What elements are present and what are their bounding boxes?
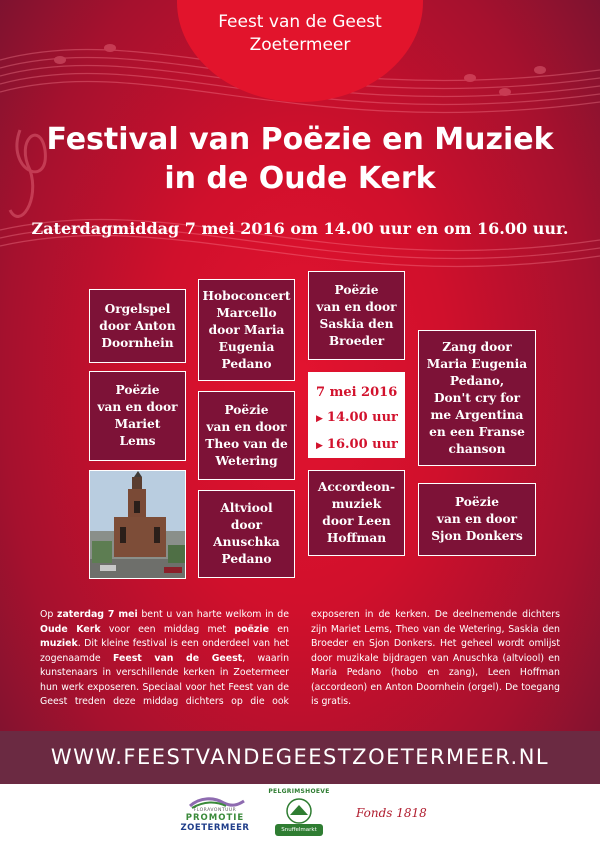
triangle-right-icon: ▶ (316, 441, 323, 451)
body-text: Op zaterdag 7 mei bent u van harte welkom in de Oude Kerk voor een middag met poëzie en muziek. Dit kleine festival is een onderdeel van het zogenaamde Feest van de Geest, waarin kunstenaars in verschillende kerken in Zoetermeer hun werk exposeren. Speciaal voor het Feest van de Geest treden deze middag dichters op die ook exposeren in de kerken. De deelnemende dichters zijn Mariet Lems, Theo van de Wetering, Saskia den Broeder en Sjon Donkers. Het geheel wordt omlijst door muzikale bijdragen van Anuschka (altviool) en Maria Pedano (hobo en zang), Leen Hoffman (accordeon) en Anton Doornhein (orgel). De toegang is gratis. (40, 609, 560, 707)
box-line: Eugenia (218, 339, 275, 354)
date-line: Zaterdagmiddag 7 mei 2016 om 14.00 uur en om 16.00 uur. (31, 219, 569, 238)
page-title (0, 120, 600, 198)
box-line: Zang door (442, 339, 512, 354)
box-line: Accordeon- (317, 480, 396, 494)
program-box-saskia (308, 271, 405, 360)
box-line: door Maria (208, 322, 285, 337)
box-line: Pedano (221, 552, 272, 566)
footer-sponsors (0, 784, 600, 847)
box-line: van en door (436, 512, 518, 526)
box-line: Wetering (215, 453, 278, 468)
box-line: Sjon Donkers (431, 529, 523, 543)
box-line: door Anton (99, 318, 176, 333)
center-date: 7 mei 2016 (316, 385, 398, 400)
triangle-right-icon: ▶ (316, 414, 323, 424)
box-line: Mariet (114, 417, 161, 431)
box-line: Theo van de (205, 436, 288, 451)
pelgrimshoeve-emblem-icon (268, 795, 330, 825)
logo1-line1: FLORAVONTUUR (193, 808, 237, 813)
program-box-orgelspel (89, 289, 186, 363)
program-box-sjon (418, 483, 536, 556)
box-line: van en door (316, 299, 397, 314)
box-line: Poëzie (454, 495, 499, 509)
program-box-zang (418, 330, 536, 466)
program-box-mariet (89, 371, 186, 461)
badge-line-1: Feest van de Geest (218, 12, 382, 32)
box-line: muziek (331, 497, 382, 511)
logo2-bar: Snuffelmarkt (275, 824, 323, 836)
box-line: van en door (206, 419, 287, 434)
box-line: Don't cry for (433, 390, 521, 405)
box-line: van en door (97, 400, 178, 414)
box-line: Poëzie (334, 282, 379, 297)
badge-line-2: Zoetermeer (249, 35, 351, 55)
box-line: en een Franse (429, 424, 525, 439)
box-line: Lems (119, 434, 156, 448)
church-photo (89, 470, 186, 579)
center-date-box (308, 372, 405, 458)
box-line: Marcello (216, 305, 277, 320)
box-line: Hoffman (326, 531, 387, 545)
program-box-altviool (198, 490, 295, 578)
floravontuur-logo (174, 794, 256, 834)
box-line: Pedano, (449, 373, 505, 388)
title-line-2: in de Oude Kerk (164, 161, 436, 196)
center-time-2: ▶ 16.00 uur (316, 437, 398, 452)
program-box-theo (198, 391, 295, 480)
box-line: Saskia den (319, 316, 394, 331)
wave-icon (174, 795, 256, 809)
box-line: me Argentina (430, 407, 524, 422)
title-line-1: Festival van Poëzie en Muziek (46, 122, 554, 157)
program-box-accordeon (308, 470, 405, 556)
box-line: Doornhein (101, 335, 174, 350)
box-line: Altviool (220, 501, 273, 515)
box-line: Maria Eugenia (426, 356, 528, 371)
url-band (0, 731, 600, 784)
box-line: Poëzie (224, 402, 269, 417)
box-line: Hoboconcert (202, 288, 291, 303)
box-line: chanson (448, 441, 506, 456)
box-line: Anuschka (213, 535, 280, 549)
box-line: door (230, 518, 263, 532)
fonds-1818-logo: Fonds 1818 (356, 806, 427, 820)
pelgrimshoeve-logo (268, 788, 330, 842)
box-line: Orgelspel (104, 301, 171, 316)
box-line: Poëzie (115, 383, 160, 397)
program-box-hoboconcert (198, 279, 295, 381)
box-line: Broeder (328, 333, 385, 348)
website-url[interactable]: WWW.FEESTVANDEGEESTZOETERMEER.NL (50, 745, 550, 769)
box-line: Pedano (221, 356, 272, 371)
center-time-1: ▶ 14.00 uur (316, 410, 398, 425)
logo2-title: PELGRIMSHOEVE (268, 788, 330, 795)
logo1-line2: PROMOTIE (185, 813, 245, 823)
box-line: door Leen (322, 514, 391, 528)
logo1-line3: ZOETERMEER (180, 823, 250, 833)
